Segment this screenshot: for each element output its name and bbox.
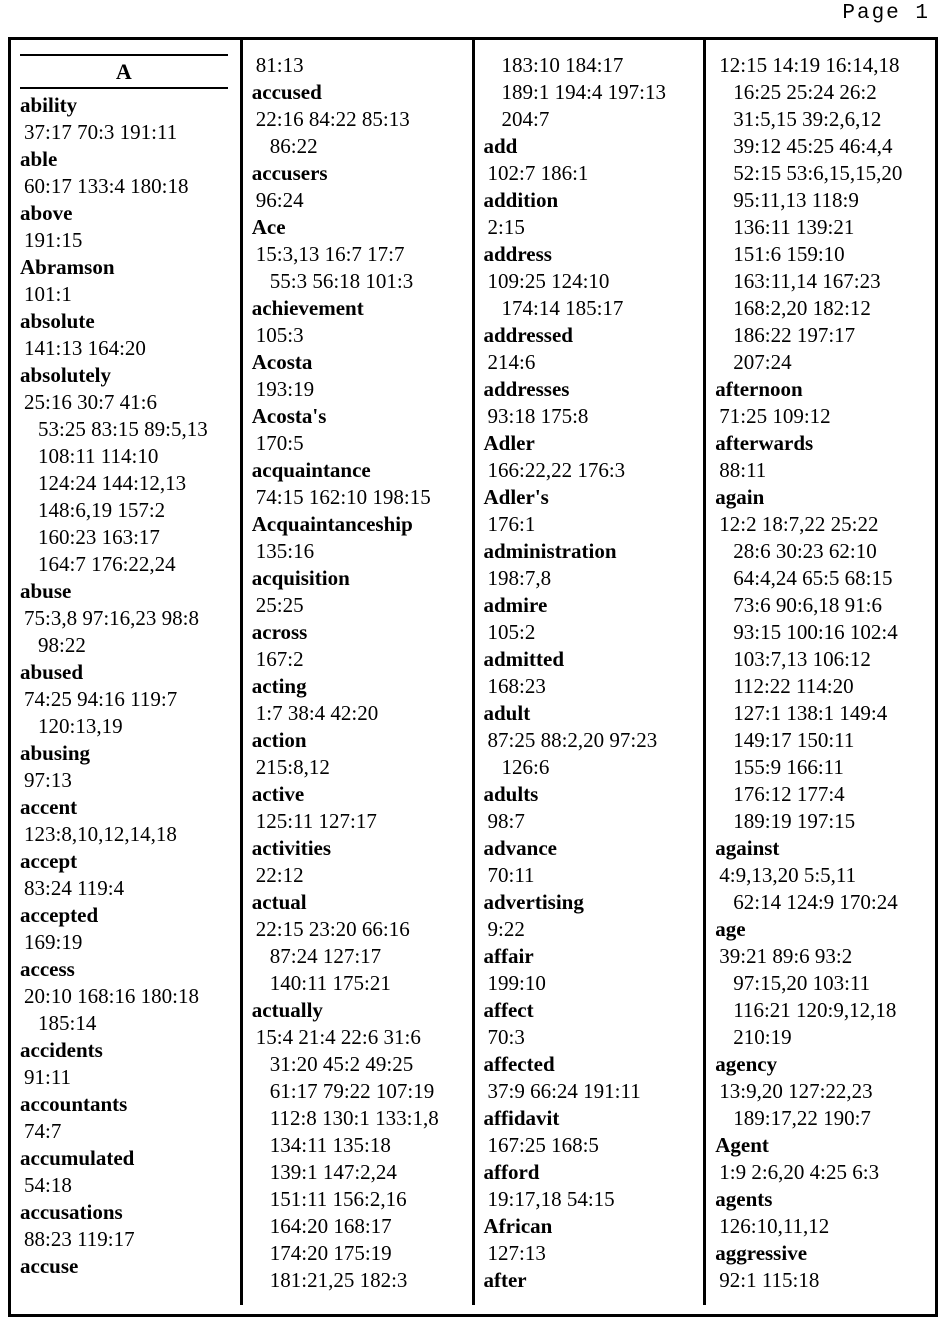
ref-line: 170:5 [255, 431, 304, 455]
index-word: action [251, 728, 307, 752]
ref-line: 166:22,22 176:3 [487, 458, 626, 482]
ref-line: 176:12 177:4 [733, 782, 845, 806]
ref-line: 126:10,11,12 [719, 1214, 830, 1238]
ref-line: 55:3 56:18 101:3 [269, 269, 414, 293]
ref-line: 105:3 [255, 323, 304, 347]
index-word: actual [251, 890, 307, 914]
ref-line: 87:25 88:2,20 97:23 [487, 728, 658, 752]
index-word: aggressive [715, 1241, 808, 1265]
index-word: addresses [483, 377, 570, 401]
ref-line: 98:7 [487, 809, 525, 833]
ref-line: 92:1 115:18 [719, 1268, 820, 1292]
ref-line: 52:15 53:6,15,15,20 [733, 161, 903, 185]
index-word: agency [715, 1052, 778, 1076]
ref-line: 108:11 114:10 [38, 444, 159, 468]
ref-line: 15:3,13 16:7 17:7 [255, 242, 405, 266]
ref-line: 207:24 [733, 350, 792, 374]
index-word: agents [715, 1187, 773, 1211]
ref-line: 151:11 156:2,16 [269, 1187, 407, 1211]
index-word: affair [483, 944, 534, 968]
ref-line: 37:17 70:3 191:11 [24, 120, 178, 144]
ref-line: 215:8,12 [255, 755, 330, 779]
index-word: actually [251, 998, 323, 1022]
ref-line: 148:6,19 157:2 [38, 498, 166, 522]
ref-line: 39:12 45:25 46:4,4 [733, 134, 893, 158]
ref-line: 22:12 [255, 863, 304, 887]
ref-line: 151:6 159:10 [733, 242, 845, 266]
ref-line: 198:7,8 [487, 566, 552, 590]
ref-line: 1:7 38:4 42:20 [255, 701, 379, 725]
index-word: add [483, 134, 518, 158]
ref-line: 160:23 163:17 [38, 525, 160, 549]
ref-line: 210:19 [733, 1025, 792, 1049]
index-word: acquaintance [251, 458, 371, 482]
index-word: affidavit [483, 1106, 560, 1130]
ref-line: 1:9 2:6,20 4:25 6:3 [719, 1160, 880, 1184]
index-word: above [20, 201, 73, 225]
index-word: acquisition [251, 566, 350, 590]
ref-line: 53:25 83:15 89:5,13 [38, 417, 208, 441]
ref-line: 64:4,24 65:5 68:15 [733, 566, 893, 590]
ref-line: 31:5,15 39:2,6,12 [733, 107, 882, 131]
ref-line: 116:21 120:9,12,18 [733, 998, 897, 1022]
ref-line: 62:14 124:9 170:24 [733, 890, 898, 914]
ref-line: 98:22 [38, 633, 86, 657]
ref-line: 127:13 [487, 1241, 546, 1265]
ref-line: 71:25 109:12 [719, 404, 831, 428]
ref-line: 25:16 30:7 41:6 [24, 390, 158, 414]
ref-line: 189:1 194:4 197:13 [501, 80, 667, 104]
ref-line: 20:10 168:16 180:18 [24, 984, 200, 1008]
ref-line: 163:11,14 167:23 [733, 269, 881, 293]
ref-line: 168:2,20 182:12 [733, 296, 871, 320]
ref-line: 174:14 185:17 [501, 296, 624, 320]
index-word: afterwards [715, 431, 814, 455]
ref-line: 199:10 [487, 971, 546, 995]
index-word: accusations [20, 1200, 123, 1224]
ref-line: 123:8,10,12,14,18 [24, 822, 177, 846]
index-word: Abramson [20, 255, 115, 279]
ref-line: 167:2 [255, 647, 304, 671]
ref-line: 12:15 14:19 16:14,18 [719, 53, 900, 77]
ref-line: 2:15 [487, 215, 525, 239]
index-word: advance [483, 836, 557, 860]
ref-line: 91:11 [24, 1065, 72, 1089]
ref-line: 87:24 127:17 [269, 944, 382, 968]
index-word: Agent [715, 1133, 769, 1157]
index-word: accidents [20, 1038, 103, 1062]
index-column-2 [243, 40, 472, 1314]
index-box [8, 37, 938, 1317]
index-word: age [715, 917, 746, 941]
ref-line: 120:13,19 [38, 714, 123, 738]
ref-line: 169:19 [24, 930, 83, 954]
index-word: accused [251, 80, 322, 104]
ref-line: 13:9,20 127:22,23 [719, 1079, 873, 1103]
ref-line: 109:25 124:10 [487, 269, 610, 293]
ref-line: 181:21,25 182:3 [269, 1268, 408, 1292]
ref-line: 81:13 [255, 53, 304, 77]
ref-line: 15:4 21:4 22:6 31:6 [255, 1025, 421, 1049]
index-word: ability [20, 93, 78, 117]
ref-line: 97:13 [24, 768, 72, 792]
ref-line: 9:22 [487, 917, 525, 941]
ref-line: 103:7,13 106:12 [733, 647, 871, 671]
ref-line: 74:15 162:10 198:15 [255, 485, 431, 509]
ref-line: 139:1 147:2,24 [269, 1160, 397, 1184]
ref-line: 193:19 [255, 377, 315, 401]
ref-line: 4:9,13,20 5:5,11 [719, 863, 857, 887]
index-word: accept [20, 849, 78, 873]
index-word: accountants [20, 1092, 128, 1116]
ref-line: 95:11,13 118:9 [733, 188, 859, 212]
ref-line: 124:24 144:12,13 [38, 471, 187, 495]
index-word: accumulated [20, 1146, 135, 1170]
ref-line: 73:6 90:6,18 91:6 [733, 593, 883, 617]
index-column-1 [11, 40, 240, 1314]
ref-line: 19:17,18 54:15 [487, 1187, 615, 1211]
ref-line: 149:17 150:11 [733, 728, 855, 752]
ref-line: 22:15 23:20 66:16 [255, 917, 410, 941]
index-word: achievement [251, 296, 364, 320]
index-word: afternoon [715, 377, 803, 401]
index-word: Adler [483, 431, 535, 455]
index-word: absolutely [20, 363, 112, 387]
ref-line: 88:11 [719, 458, 767, 482]
index-word: addition [483, 188, 559, 212]
ref-line: 125:11 127:17 [255, 809, 377, 833]
index-word: Acosta [251, 350, 313, 374]
ref-line: 37:9 66:24 191:11 [487, 1079, 641, 1103]
ref-line: 183:10 184:17 [501, 53, 624, 77]
index-word: advertising [483, 890, 584, 914]
index-word: again [715, 485, 765, 509]
index-word: after [483, 1268, 527, 1292]
ref-line: 140:11 175:21 [269, 971, 391, 995]
ref-line: 96:24 [255, 188, 304, 212]
ref-line: 189:17,22 190:7 [733, 1106, 871, 1130]
ref-line: 176:1 [487, 512, 536, 536]
index-column-4 [706, 40, 935, 1314]
ref-line: 86:22 [269, 134, 318, 158]
index-word: acting [251, 674, 307, 698]
index-word: administration [483, 539, 617, 563]
section-letter-header: A [20, 54, 228, 89]
ref-line: 60:17 133:4 180:18 [24, 174, 189, 198]
index-word: activities [251, 836, 332, 860]
ref-line: 127:1 138:1 149:4 [733, 701, 888, 725]
ref-line: 28:6 30:23 62:10 [733, 539, 877, 563]
ref-line: 61:17 79:22 107:19 [269, 1079, 435, 1103]
ref-line: 174:20 175:19 [269, 1241, 392, 1265]
index-word: abuse [20, 579, 72, 603]
ref-line: 102:7 186:1 [487, 161, 589, 185]
ref-line: 74:25 94:16 119:7 [24, 687, 178, 711]
ref-line: 136:11 139:21 [733, 215, 855, 239]
ref-line: 39:21 89:6 93:2 [719, 944, 853, 968]
ref-line: 16:25 25:24 26:2 [733, 80, 877, 104]
index-word: across [251, 620, 308, 644]
ref-line: 167:25 168:5 [487, 1133, 599, 1157]
ref-line: 189:19 197:15 [733, 809, 856, 833]
ref-line: 88:23 119:17 [24, 1227, 135, 1251]
ref-line: 74:7 [24, 1119, 62, 1143]
index-word: addressed [483, 323, 573, 347]
ref-line: 70:11 [487, 863, 535, 887]
index-word: admitted [483, 647, 564, 671]
index-word: Acosta's [251, 404, 327, 428]
ref-line: 168:23 [487, 674, 546, 698]
ref-line: 164:20 168:17 [269, 1214, 392, 1238]
index-word: adults [483, 782, 539, 806]
ref-line: 191:15 [24, 228, 83, 252]
index-word: affect [483, 998, 534, 1022]
index-word: accepted [20, 903, 99, 927]
index-word: against [715, 836, 780, 860]
index-word: Ace [251, 215, 286, 239]
index-word: able [20, 147, 58, 171]
index-word: active [251, 782, 305, 806]
index-word: affected [483, 1052, 555, 1076]
ref-line: 101:1 [24, 282, 72, 306]
ref-line: 164:7 176:22,24 [38, 552, 176, 576]
index-word: accuse [20, 1254, 79, 1278]
ref-line: 141:13 164:20 [24, 336, 146, 360]
ref-line: 155:9 166:11 [733, 755, 844, 779]
ref-line: 112:8 130:1 133:1,8 [269, 1106, 439, 1130]
ref-line: 105:2 [487, 620, 536, 644]
index-word: afford [483, 1160, 540, 1184]
ref-line: 186:22 197:17 [733, 323, 856, 347]
ref-line: 22:16 84:22 85:13 [255, 107, 410, 131]
index-word: Acquaintanceship [251, 512, 413, 536]
index-word: address [483, 242, 552, 266]
ref-line: 93:15 100:16 102:4 [733, 620, 898, 644]
index-word: African [483, 1214, 553, 1238]
ref-line: 135:16 [255, 539, 315, 563]
index-word: accent [20, 795, 78, 819]
index-word: accusers [251, 161, 328, 185]
index-word: access [20, 957, 75, 981]
ref-line: 70:3 [487, 1025, 525, 1049]
index-word: abusing [20, 741, 91, 765]
ref-line: 126:6 [501, 755, 550, 779]
index-column-3 [475, 40, 704, 1314]
index-word: Adler's [483, 485, 549, 509]
ref-line: 31:20 45:2 49:25 [269, 1052, 414, 1076]
ref-line: 134:11 135:18 [269, 1133, 391, 1157]
index-word: admire [483, 593, 548, 617]
ref-line: 75:3,8 97:16,23 98:8 [24, 606, 200, 630]
ref-line: 97:15,20 103:11 [733, 971, 871, 995]
index-word: adult [483, 701, 531, 725]
ref-line: 54:18 [24, 1173, 72, 1197]
ref-line: 83:24 119:4 [24, 876, 125, 900]
index-word: abused [20, 660, 84, 684]
index-word: absolute [20, 309, 95, 333]
ref-line: 25:25 [255, 593, 304, 617]
ref-line: 93:18 175:8 [487, 404, 589, 428]
ref-line: 12:2 18:7,22 25:22 [719, 512, 879, 536]
ref-line: 185:14 [38, 1011, 97, 1035]
page-number-label: Page 1 [842, 2, 930, 25]
ref-line: 204:7 [501, 107, 550, 131]
ref-line: 112:22 114:20 [733, 674, 854, 698]
ref-line: 214:6 [487, 350, 536, 374]
